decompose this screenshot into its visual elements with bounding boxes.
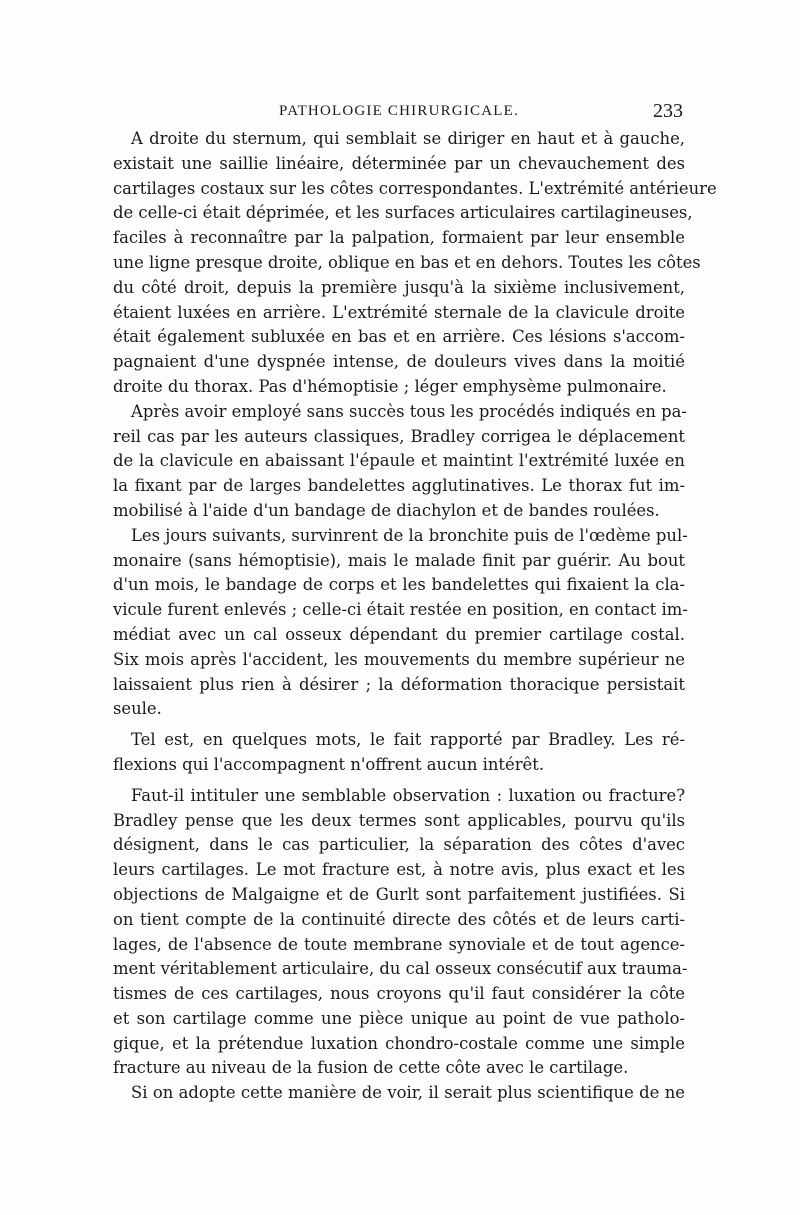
running-head (113, 100, 685, 124)
text-line: une ligne presque droite, oblique en bas et en dehors. Toutes les côtes (113, 252, 701, 272)
running-title: PATHOLOGIE CHIRURGICALE. (279, 103, 519, 119)
text-line: d'un mois, le bandage de corps et les bandelettes qui fixaient la cla- (113, 575, 685, 595)
text-line: désignent, dans le cas particulier, la séparation des côtes d'avec (113, 835, 685, 855)
text-line: Après avoir employé sans succès tous les procédés indiqués en pa- (131, 401, 687, 421)
text-line: lages, de l'absence de toute membrane synoviale et de tout agence- (113, 934, 685, 954)
text-line: flexions qui l'accompagnent n'offrent aucun intérêt. (113, 754, 545, 774)
page-number: 233 (653, 100, 683, 122)
text-line: droite du thorax. Pas d'hémoptisie ; léger emphysème pulmonaire. (113, 376, 667, 396)
text-line: Six mois après l'accident, les mouvements du membre supérieur ne (113, 649, 685, 669)
text-line: mobilisé à l'aide d'un bandage de diachylon et de bandes roulées. (113, 500, 660, 520)
paragraph (113, 524, 688, 722)
text-line: la fixant par de larges bandelettes agglutinatives. Le thorax fut im- (113, 476, 685, 496)
text-line: tismes de ces cartilages, nous croyons qu'il faut considérer la côte (113, 984, 685, 1004)
text-line: laissaient plus rien à désirer ; la déformation thoracique persistait (113, 674, 685, 694)
text-line: de la clavicule en abaissant l'épaule et maintint l'extrémité luxée en (113, 451, 685, 471)
text-line: A droite du sternum, qui semblait se diriger en haut et à gauche, (131, 129, 685, 148)
text-line: du côté droit, depuis la première jusqu'à la sixième inclusivement, (113, 277, 685, 297)
text-line: Les jours suivants, survinrent de la bronchite puis de l'œdème pul- (131, 525, 688, 545)
text-line: Bradley pense que les deux termes sont applicables, pourvu qu'ils (113, 810, 685, 830)
text-line: seule. (113, 699, 162, 719)
text-line: et son cartilage comme une pièce unique au point de vue patholo- (113, 1008, 685, 1028)
paragraph (113, 728, 685, 778)
text-line: de celle-ci était déprimée, et les surfaces articulaires cartilagineuses, (113, 203, 693, 223)
text-line: on tient compte de la continuité directe des côtés et de leurs carti- (113, 909, 685, 929)
text-line: Faut-il intituler une semblable observation : luxation ou fracture? (131, 785, 685, 805)
text-line: étaient luxées en arrière. L'extrémité sternale de la clavicule droite (113, 302, 685, 322)
paragraph (113, 1081, 685, 1106)
text-line: Si on adopte cette manière de voir, il serait plus scientifique de ne (131, 1083, 685, 1103)
body-text (113, 127, 717, 1106)
text-line: objections de Malgaigne et de Gurlt sont parfaitement justifiées. Si (113, 884, 685, 904)
paragraph (113, 400, 685, 524)
text-line: existait une saillie linéaire, déterminée par un chevauchement des (113, 153, 685, 173)
text-line: leurs cartilages. Le mot fracture est, à notre avis, plus exact et les (113, 860, 685, 880)
paragraph (113, 127, 717, 400)
text-line: vicule furent enlevés ; celle-ci était restée en position, en contact im- (113, 600, 688, 620)
text-line: pagnaient d'une dyspnée intense, de douleurs vives dans la moitié (113, 352, 685, 372)
text-line: faciles à reconnaître par la palpation, formaient par leur ensemble (113, 228, 685, 248)
text-line: gique, et la prétendue luxation chondro-costale comme une simple (113, 1033, 685, 1053)
text-line: cartilages costaux sur les côtes correspondantes. L'extrémité antérieure (113, 178, 717, 198)
paragraph (113, 784, 688, 1082)
text-line: reil cas par les auteurs classiques, Bradley corrigea le déplacement (113, 426, 685, 446)
text-line: était également subluxée en bas et en arrière. Ces lésions s'accom- (113, 327, 685, 347)
text-line: Tel est, en quelques mots, le fait rapporté par Bradley. Les ré- (131, 730, 685, 750)
text-line: monaire (sans hémoptisie), mais le malade finit par guérir. Au bout (113, 550, 685, 570)
text-line: médiat avec un cal osseux dépendant du premier cartilage costal. (113, 624, 685, 644)
text-line: ment véritablement articulaire, du cal osseux consécutif aux trauma- (113, 959, 688, 979)
text-line: fracture au niveau de la fusion de cette côte avec le cartilage. (113, 1058, 629, 1078)
